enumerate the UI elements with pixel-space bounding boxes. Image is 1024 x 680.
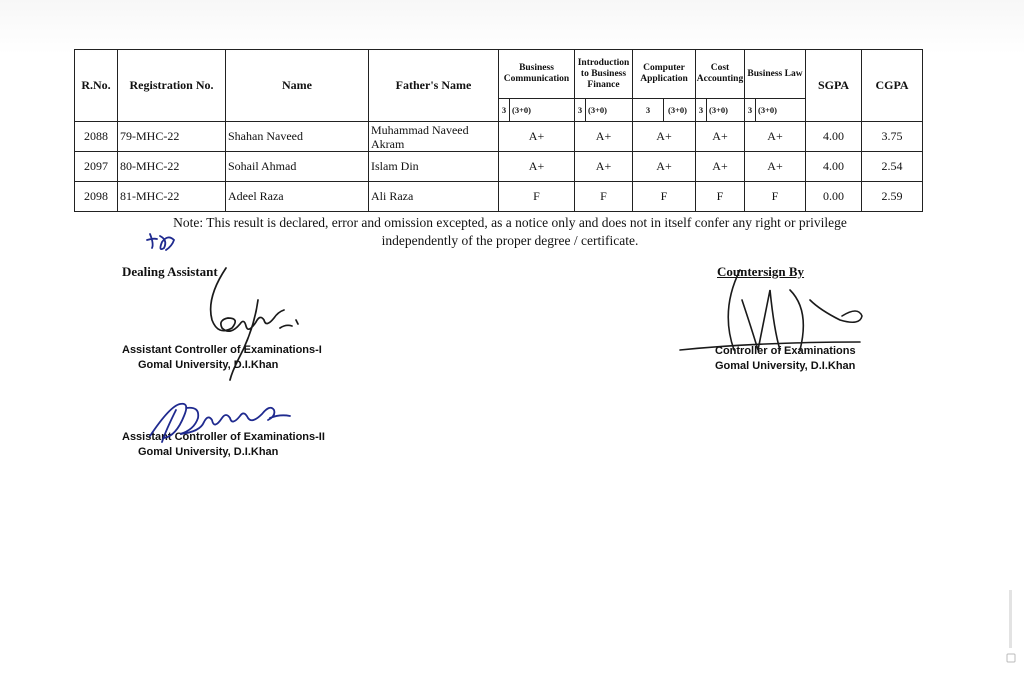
father-name-line: Muhammad Naveed (371, 122, 469, 137)
cell-registration: 81-MHC-22 (118, 182, 226, 212)
credit-business-law (745, 99, 806, 122)
cell-grade: A+ (575, 122, 633, 152)
cell-father-name (369, 122, 499, 152)
cell-cgpa: 2.59 (862, 182, 923, 212)
cell-cgpa: 3.75 (862, 122, 923, 152)
cell-grade: A+ (696, 152, 745, 182)
aco2-title: Assistant Controller of Examinations-II (122, 431, 325, 443)
header-subject-cost-accounting (696, 50, 745, 99)
header-row (75, 50, 923, 99)
credit-pattern: (3+0) (663, 99, 687, 121)
header-sgpa: SGPA (806, 50, 862, 122)
credit-hours: 3 (499, 99, 510, 121)
scanner-watermark (1006, 590, 1016, 670)
header-father-name: Father's Name (369, 50, 499, 122)
controller-block (715, 344, 856, 374)
cell-rno: 2088 (75, 122, 118, 152)
credit-computer-application (633, 99, 696, 122)
coe-org: Gomal University, D.I.Khan (715, 360, 856, 372)
header-subject-business-communication (499, 50, 575, 99)
aco2-org: Gomal University, D.I.Khan (138, 446, 279, 458)
cell-grade: A+ (633, 122, 696, 152)
subject-line: Computer (643, 63, 685, 73)
subject-line: Accounting (696, 74, 744, 84)
credit-cost-accounting (696, 99, 745, 122)
table-row (75, 152, 923, 182)
cell-registration: 80-MHC-22 (118, 152, 226, 182)
subject-line: Introduction (577, 57, 630, 68)
cell-father-name: Islam Din (369, 152, 499, 182)
credit-pattern: (3+0) (709, 105, 729, 115)
cell-sgpa: 4.00 (806, 152, 862, 182)
subject-line: Cost (710, 63, 730, 73)
cell-grade: A+ (696, 122, 745, 152)
subject-line: Business Law (747, 68, 803, 79)
cell-name: Adeel Raza (226, 182, 369, 212)
cell-sgpa: 0.00 (806, 182, 862, 212)
cell-rno: 2098 (75, 182, 118, 212)
credit-hours: 3 (745, 99, 756, 121)
credit-hours: 3 (575, 99, 586, 121)
subject-line: Communication (503, 74, 570, 84)
cell-rno: 2097 (75, 152, 118, 182)
cell-name: Shahan Naveed (226, 122, 369, 152)
subject-line: Finance (587, 79, 620, 90)
cell-father-name: Ali Raza (369, 182, 499, 212)
coe-title: Controller of Examinations (715, 345, 856, 357)
header-name: Name (226, 50, 369, 122)
header-rno: R.No. (75, 50, 118, 122)
cell-grade: A+ (633, 152, 696, 182)
credit-hours: 3 (696, 99, 707, 121)
subject-line: Business (519, 63, 554, 73)
credit-pattern: (3+0) (512, 105, 532, 115)
cell-grade: A+ (499, 122, 575, 152)
cell-grade: A+ (745, 152, 806, 182)
note-line-1: Note: This result is declared, error and omission excepted, as a notice only and does not in itself confer any right or privilege (173, 215, 847, 230)
table-row (75, 122, 923, 152)
header-subject-intro-business-finance (575, 50, 633, 99)
aco1-title: Assistant Controller of Examinations-I (122, 344, 322, 356)
cell-grade: A+ (499, 152, 575, 182)
cell-grade: F (745, 182, 806, 212)
cell-grade: A+ (575, 152, 633, 182)
cell-sgpa: 4.00 (806, 122, 862, 152)
credit-pattern: (3+0) (588, 105, 608, 115)
cell-cgpa: 2.54 (862, 152, 923, 182)
aco1-org: Gomal University, D.I.Khan (138, 359, 279, 371)
credit-intro-business-finance (575, 99, 633, 122)
cell-grade: F (633, 182, 696, 212)
cell-grade: F (696, 182, 745, 212)
credit-business-communication (499, 99, 575, 122)
credit-pattern: (3+0) (758, 105, 778, 115)
cell-grade: F (575, 182, 633, 212)
table-row (75, 182, 923, 212)
cell-grade: A+ (745, 122, 806, 152)
assistant-controller-1-block (122, 343, 322, 373)
cell-name: Sohail Ahmad (226, 152, 369, 182)
credit-hours: 3 (645, 105, 651, 115)
result-note (150, 214, 870, 250)
header-cgpa: CGPA (862, 50, 923, 122)
header-subject-business-law (745, 50, 806, 99)
assistant-controller-2-block (122, 430, 325, 460)
subject-line: Application (640, 74, 688, 84)
note-line-2: independently of the proper degree / certificate. (381, 233, 639, 248)
cell-grade: F (499, 182, 575, 212)
father-name-line: Akram (371, 136, 405, 151)
header-registration: Registration No. (118, 50, 226, 122)
header-subject-computer-application (633, 50, 696, 99)
dealing-assistant-label: Dealing Assistant (122, 264, 218, 279)
subject-line: to Business (580, 68, 627, 79)
countersign-label: Countersign By (717, 264, 805, 279)
cell-registration: 79-MHC-22 (118, 122, 226, 152)
result-table (74, 49, 923, 212)
